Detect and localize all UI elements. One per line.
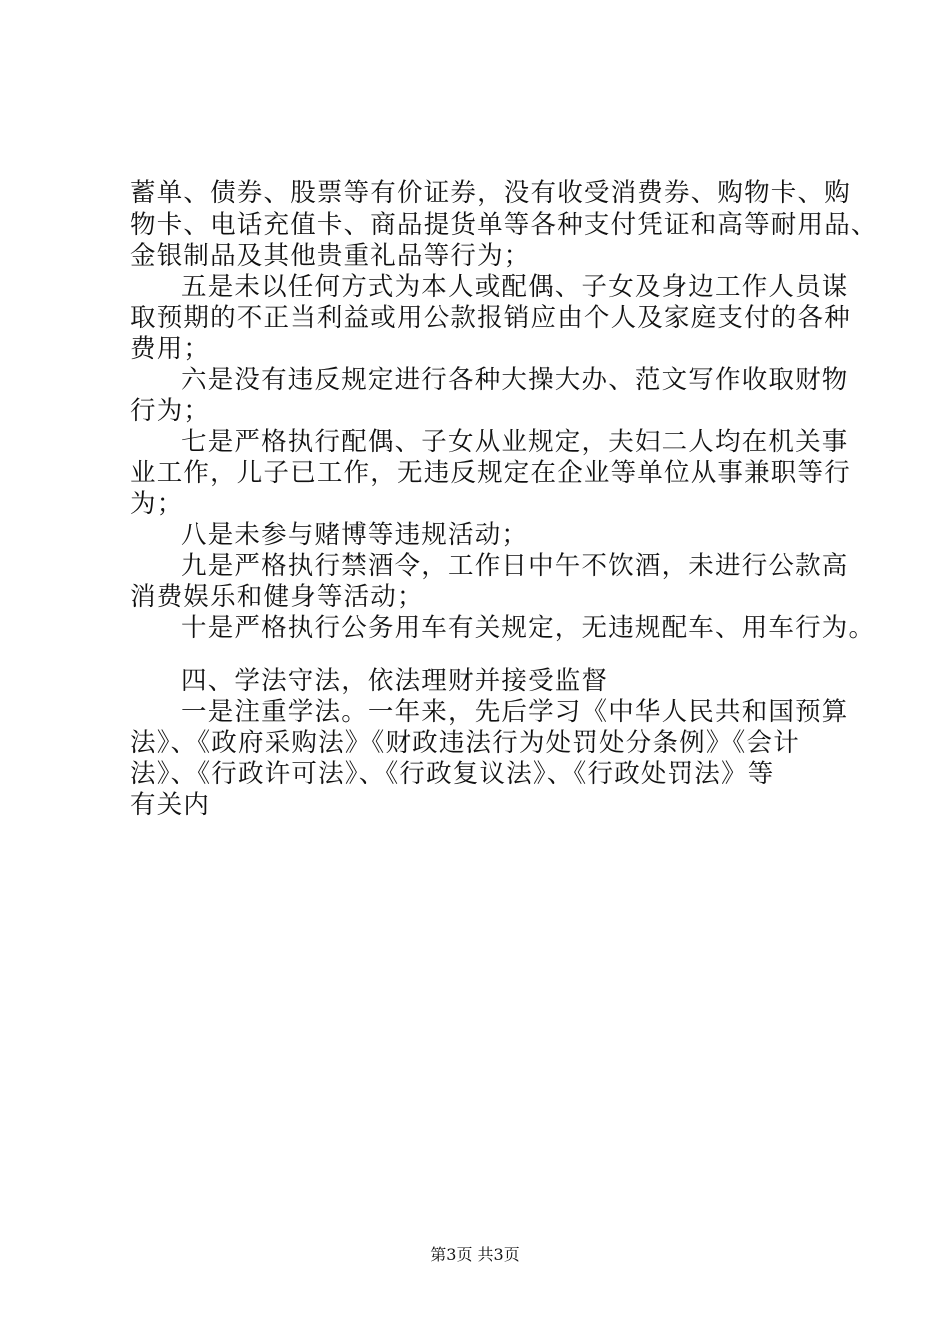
text-line: 费用； bbox=[130, 334, 211, 364]
text-line: 九是严格执行禁酒令，工作日中午不饮酒，未进行公款高 bbox=[181, 551, 849, 581]
text-line: 五是未以任何方式为本人或配偶、子女及身边工作人员谋 bbox=[181, 272, 849, 302]
text-line: 一是注重学法。一年来，先后学习《中华人民共和国预算 bbox=[181, 697, 849, 727]
text-line: 金银制品及其他贵重礼品等行为； bbox=[130, 241, 531, 271]
text-line: 消费娱乐和健身等活动； bbox=[130, 582, 424, 612]
text-line: 为； bbox=[130, 489, 184, 519]
text-line: 法》、《政府采购法》《财政违法行为处罚处分条例》《会计 bbox=[130, 728, 800, 758]
text-line: 行为； bbox=[130, 396, 211, 426]
section-heading: 四、学法守法，依法理财并接受监督 bbox=[181, 666, 609, 696]
text-line: 物卡、电话充值卡、商品提货单等各种支付凭证和高等耐用品、 bbox=[130, 210, 878, 240]
text-line: 七是严格执行配偶、子女从业规定，夫妇二人均在机关事 bbox=[181, 427, 849, 457]
text-line: 六是没有违反规定进行各种大操大办、范文写作收取财物 bbox=[181, 365, 849, 395]
text-line: 业工作，儿子已工作，无违反规定在企业等单位从事兼职等行 bbox=[130, 458, 851, 488]
text-line: 十是严格执行公务用车有关规定，无违规配车、用车行为。 bbox=[181, 613, 876, 643]
text-line: 蓄单、债券、股票等有价证券，没有收受消费券、购物卡、购 bbox=[130, 178, 851, 208]
text-line: 法》、《行政许可法》、《行政复议法》、《行政处罚法》等 bbox=[130, 759, 775, 789]
text-line: 八是未参与赌博等违规活动； bbox=[181, 520, 529, 550]
page-number-footer: 第3页 共3页 bbox=[430, 1245, 520, 1264]
text-line: 有关内 bbox=[130, 790, 211, 820]
text-line: 取预期的不正当利益或用公款报销应由个人及家庭支付的各种 bbox=[130, 303, 851, 333]
